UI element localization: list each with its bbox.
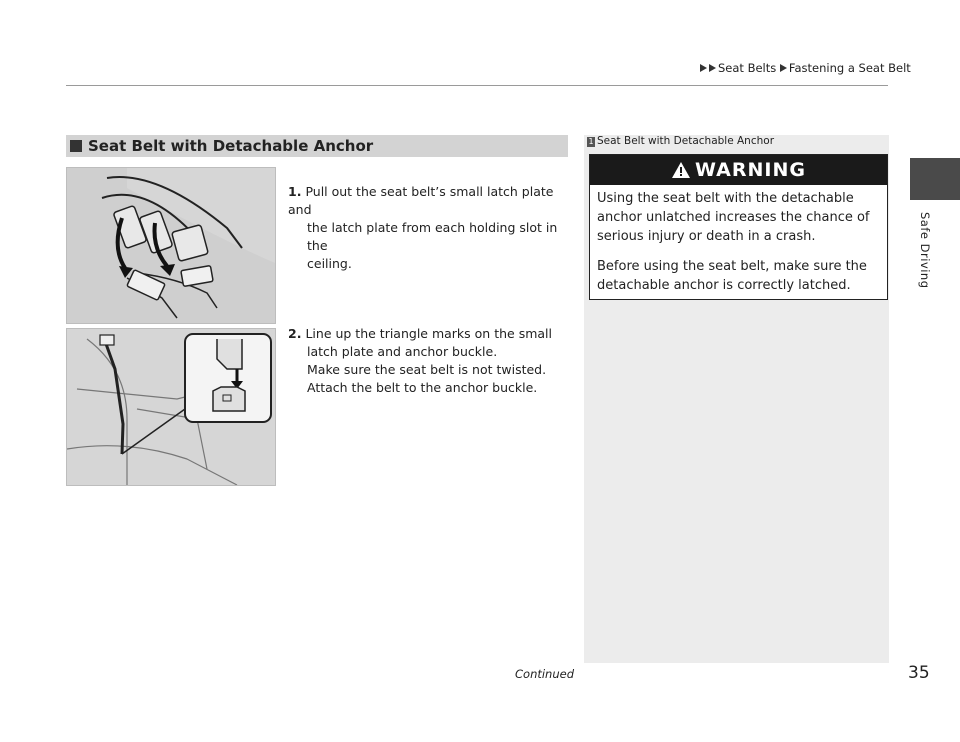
chapter-tab[interactable] (910, 158, 960, 200)
anchor-buckle-illustration (66, 328, 276, 486)
warning-paragraph: Using the seat belt with the detachable anchor unlatched increases the chance of serious injury or death in a crash. (597, 191, 870, 244)
warning-paragraph: Before using the seat belt, make sure the detachable anchor is correctly latched. (597, 259, 867, 293)
breadcrumb-arrow-icon (700, 64, 707, 72)
warning-header (590, 155, 887, 185)
page-number: 35 (908, 663, 930, 683)
warning-title: WARNING (695, 159, 806, 181)
step-number: 2. (288, 326, 302, 341)
breadcrumb-fastening-seat-belt[interactable]: Fastening a Seat Belt (788, 61, 911, 75)
note-heading[interactable] (587, 135, 774, 147)
header-rule (66, 85, 888, 86)
step-text-line: Line up the triangle marks on the small (305, 326, 552, 341)
step-text-line: Attach the belt to the anchor buckle. (307, 380, 538, 395)
section-heading (66, 135, 568, 157)
breadcrumb-arrow-icon (709, 64, 716, 72)
section-title: Seat Belt with Detachable Anchor (88, 137, 374, 155)
ceiling-latch-drawing (67, 168, 275, 323)
note-reference-number: 1 (588, 137, 594, 146)
step-text-line: ceiling. (307, 256, 352, 271)
step-text-line: latch plate and anchor buckle. (307, 344, 498, 359)
step-2 (288, 325, 568, 397)
anchor-buckle-drawing (67, 329, 275, 485)
breadcrumb (700, 61, 911, 75)
breadcrumb-seat-belts[interactable]: Seat Belts (718, 61, 777, 75)
step-text-line: Make sure the seat belt is not twisted. (307, 362, 547, 377)
step-text-line: the latch plate from each holding slot in the (307, 220, 558, 253)
step-text-line: Pull out the seat belt’s small latch plate and (288, 184, 554, 217)
warning-triangle-icon (671, 161, 691, 179)
breadcrumb-arrow-icon (780, 64, 787, 72)
note-heading-text: Seat Belt with Detachable Anchor (597, 135, 775, 147)
warning-box (589, 154, 888, 300)
step-number: 1. (288, 184, 302, 199)
warning-body (590, 185, 887, 295)
chapter-tab-label: Safe Driving (918, 212, 932, 289)
step-1 (288, 183, 568, 273)
square-bullet-icon (70, 140, 82, 152)
continued-label: Continued (515, 667, 575, 681)
ceiling-latch-illustration (66, 167, 276, 324)
